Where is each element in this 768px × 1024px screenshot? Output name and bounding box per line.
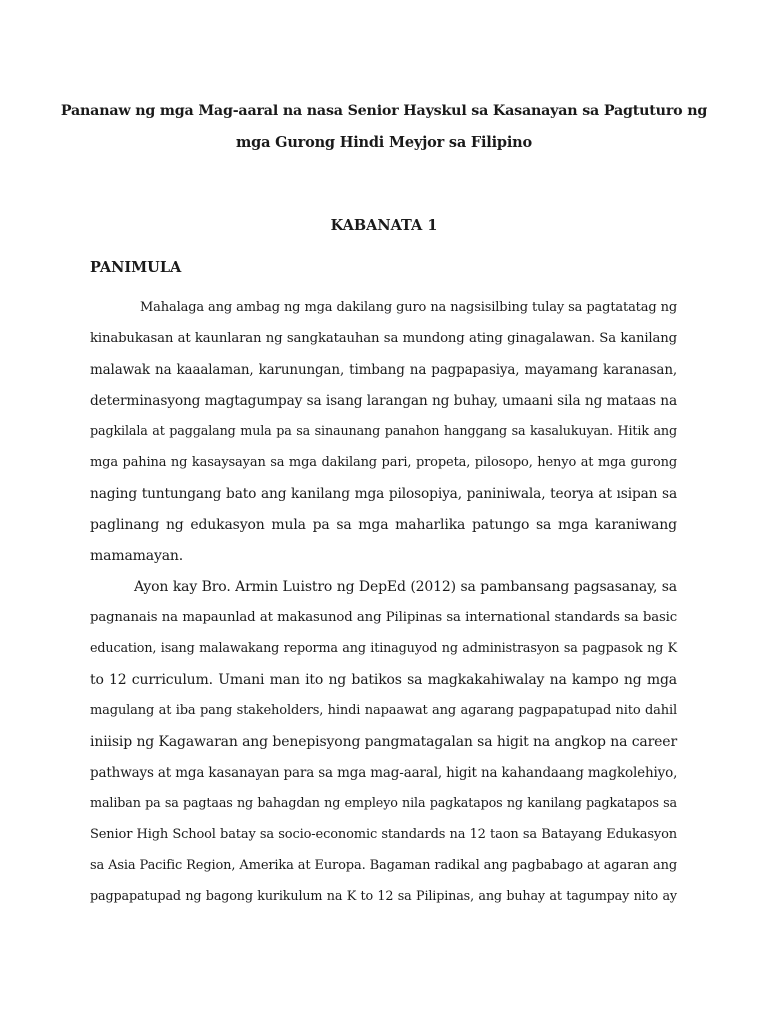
document-title-line-2: mga Gurong Hindi Meyjor sa Filipino <box>236 134 532 151</box>
paragraph-1-line: malawak na kaaalaman, karunungan, timbang na pagpapasiya, mayamang karanasan, <box>90 362 677 378</box>
chapter-heading: KABANATA 1 <box>330 217 438 234</box>
paragraph-1-line: determinasyong magtagumpay sa isang larangan ng buhay, umaani sila ng mataas na <box>90 393 677 409</box>
paragraph-1-line: mamamayan. <box>90 548 184 564</box>
paragraph-2-line: magulang at iba pang stakeholders, hindi napaawat ang agarang pagpapatupad nito dahil <box>90 703 677 718</box>
paragraph-2-line: maliban pa sa pagtaas ng bahagdan ng empleyo nila pagkatapos ng kanilang pagkatapos sa <box>90 796 677 811</box>
paragraph-1-line: mga pahina ng kasaysayan sa mga dakilang pari, propeta, pilosopo, henyo at mga gurong <box>90 455 677 470</box>
paragraph-1-line: naging tuntungang bato ang kanilang mga pilosopiya, paniniwala, teorya at ısipan sa <box>90 486 677 502</box>
paragraph-1-line: kinabukasan at kaunlaran ng sangkatauhan sa mundong ating ginagalawan. Sa kanilang <box>90 331 677 346</box>
paragraph-2-line: Ayon kay Bro. Armin Luistro ng DepEd (2012) sa pambansang pagsasanay, sa <box>134 579 677 595</box>
paragraph-2-line: education, isang malawakang reporma ang itinaguyod ng administrasyon sa pagpasok ng K <box>90 641 677 656</box>
paragraph-2-line: pagnanais na mapaunlad at makasunod ang Pilipinas sa international standards sa basic <box>90 610 677 625</box>
paragraph-1-line: pagkilala at paggalang mula pa sa sinaunang panahon hanggang sa kasalukuyan. Hitik ang <box>90 424 677 439</box>
paragraph-1-line: Mahalaga ang ambag ng mga dakilang guro na nagsisilbing tulay sa pagtatatag ng <box>140 300 677 315</box>
paragraph-1-line: paglinang ng edukasyon mula pa sa mga maharlika patungo sa mga karaniwang <box>90 517 677 533</box>
paragraph-2-line: iniisip ng Kagawaran ang benepisyong pangmatagalan sa higit na angkop na career <box>90 734 677 750</box>
paragraph-2-line: pagpapatupad ng bagong kurikulum na K to 12 sa Pilipinas, ang buhay at tagumpay nito ay <box>90 889 677 904</box>
document-title-line-1: Pananaw ng mga Mag-aaral na nasa Senior Hayskul sa Kasanayan sa Pagtuturo ng <box>60 103 708 119</box>
section-heading: PANIMULA <box>90 259 182 276</box>
paragraph-2-line: Senior High School batay sa socio-economic standards na 12 taon sa Batayang Edukasyon <box>90 827 677 842</box>
paragraph-2-line: sa Asia Pacific Region, Amerika at Europa. Bagaman radikal ang pagbabago at agaran ang <box>90 858 677 873</box>
paragraph-2-line: to 12 curriculum. Umani man ito ng batikos sa magkakahiwalay na kampo ng mga <box>90 672 677 688</box>
paragraph-2-line: pathways at mga kasanayan para sa mga mag-aaral, higit na kahandaang magkolehiyo, <box>90 765 678 781</box>
